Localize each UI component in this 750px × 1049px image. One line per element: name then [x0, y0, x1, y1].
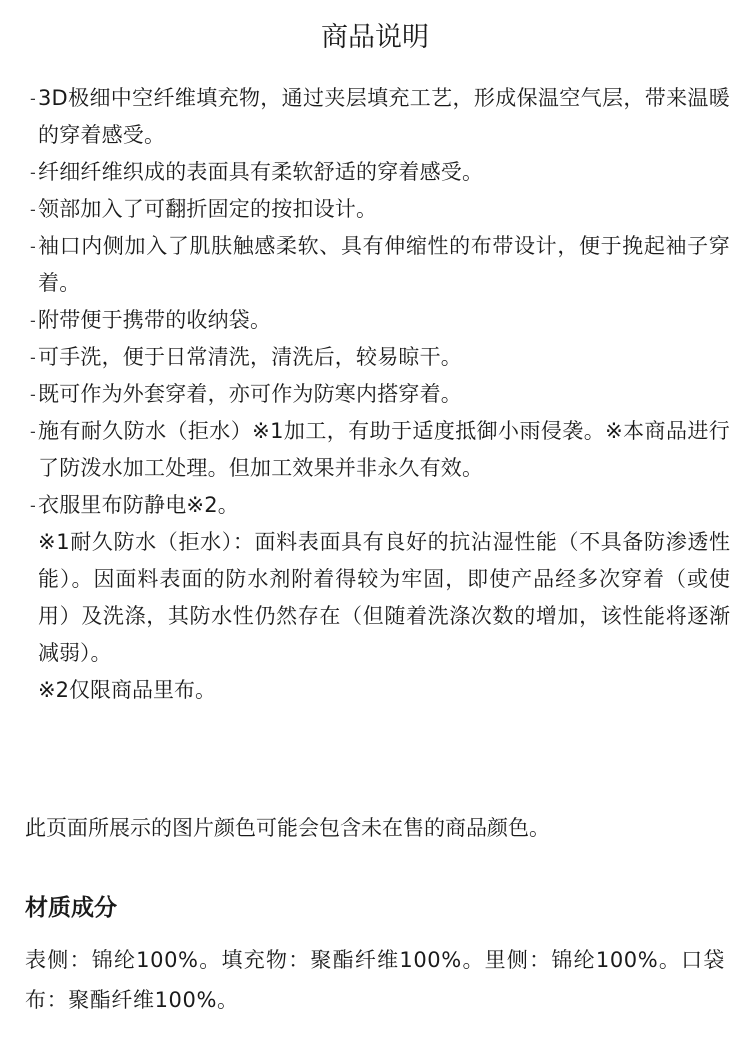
feature-text: 附带便于携带的收纳袋。 — [38, 308, 272, 332]
feature-text: 纤细纤维织成的表面具有柔软舒适的穿着感受。 — [38, 160, 484, 184]
feature-text: 施有耐久防水（拒水）※1加工，有助于适度抵御小雨侵袭。※本商品进行了防泼水加工处理。但加工效果并非永久有效。 — [38, 419, 730, 480]
footnote-2 — [30, 672, 730, 709]
feature-text: 可手洗，便于日常清洗，清洗后，较易晾干。 — [38, 345, 462, 369]
footnote-1 — [30, 524, 730, 672]
feature-text: 3D极细中空纤维填充物，通过夹层填充工艺，形成保温空气层，带来温暖的穿着感受。 — [38, 86, 730, 147]
list-item — [30, 487, 730, 524]
bullet-dash: - — [30, 89, 36, 108]
list-item — [30, 413, 730, 487]
bullet-dash: - — [30, 422, 36, 441]
list-item — [30, 339, 730, 376]
bullet-dash: - — [30, 311, 36, 330]
color-disclaimer: 此页面所展示的图片颜色可能会包含未在售的商品颜色。 — [25, 816, 550, 840]
feature-text: 衣服里布防静电※2。 — [38, 493, 239, 517]
feature-list — [30, 80, 730, 709]
bullet-dash: - — [30, 237, 36, 256]
list-item — [30, 191, 730, 228]
feature-text: 领部加入了可翻折固定的按扣设计。 — [38, 197, 378, 221]
bullet-dash: - — [30, 385, 36, 404]
list-item — [30, 302, 730, 339]
bullet-dash: - — [30, 163, 36, 182]
list-item — [30, 80, 730, 154]
bullet-dash: - — [30, 348, 36, 367]
page-title: 商品说明 — [321, 22, 429, 53]
material-section-title: 材质成分 — [25, 895, 117, 921]
material-composition-text: 表侧：锦纶100%。填充物：聚酯纤维100%。里侧：锦纶100%。口袋布：聚酯纤维100%。 — [25, 948, 725, 1012]
footnote-text: ※2仅限商品里布。 — [38, 678, 216, 702]
list-item — [30, 376, 730, 413]
list-item — [30, 154, 730, 191]
feature-text: 袖口内侧加入了肌肤触感柔软、具有伸缩性的布带设计，便于挽起袖子穿着。 — [38, 234, 730, 295]
list-item — [30, 228, 730, 302]
feature-text: 既可作为外套穿着，亦可作为防寒内搭穿着。 — [38, 382, 462, 406]
bullet-dash: - — [30, 496, 36, 515]
bullet-dash: - — [30, 200, 36, 219]
footnote-text: ※1耐久防水（拒水）：面料表面具有良好的抗沾湿性能（不具备防渗透性能）。因面料表面的防水剂附着得较为牢固，即使产品经多次穿着（或使用）及洗涤，其防水性仍然存在（但随着洗涤次数的增加，该性能将逐渐减弱）。 — [38, 530, 730, 665]
